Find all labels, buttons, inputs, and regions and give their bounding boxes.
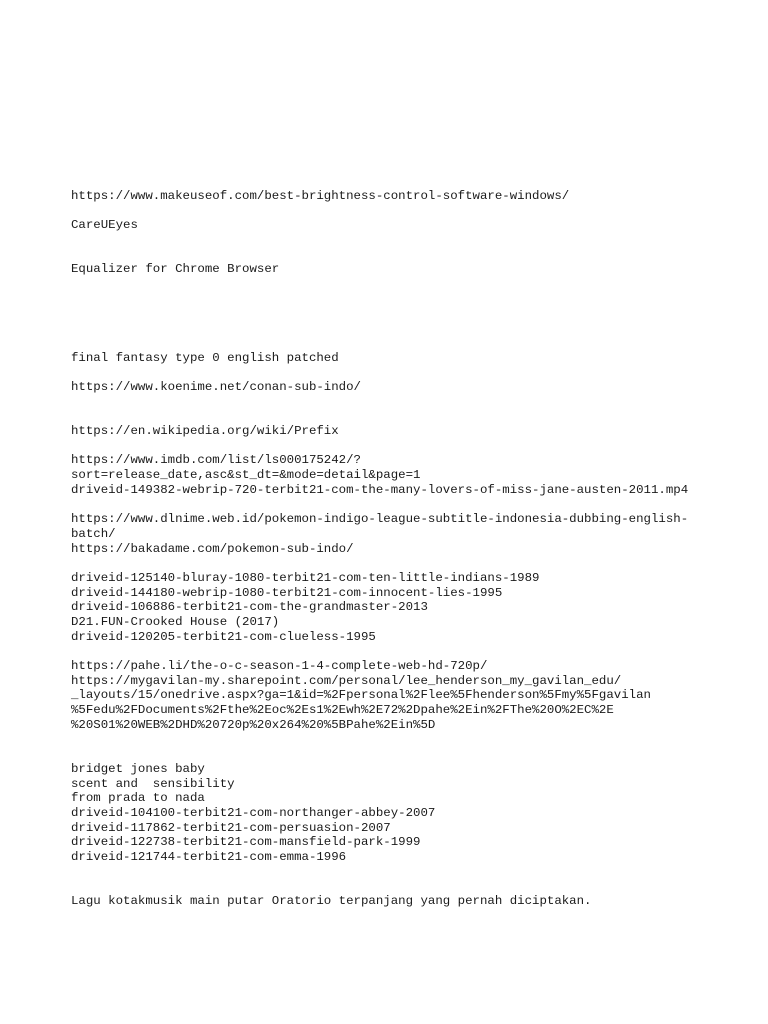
text-line: driveid-149382-webrip-720-terbit21-com-the-many-lovers-of-miss-jane-austen-2011.mp4 [71, 482, 689, 497]
text-line: https://www.koenime.net/conan-sub-indo/ [71, 379, 361, 394]
text-line: CareUEyes [71, 218, 138, 233]
text-line: driveid-144180-webrip-1080-terbit21-com-innocent-lies-1995 [71, 585, 503, 600]
text-line [71, 292, 751, 307]
text-line: D21.FUN-Crooked House (2017) [71, 614, 280, 629]
text-line: driveid-106886-terbit21-com-the-grandmaster-2013 [71, 600, 428, 615]
text-line [71, 644, 751, 659]
text-line: driveid-121744-terbit21-com-emma-1996 [71, 849, 347, 864]
text-line: batch/ [71, 526, 116, 541]
text-line [71, 732, 751, 747]
text-line [71, 321, 751, 336]
text-line: https://en.wikipedia.org/wiki/Prefix [71, 424, 339, 438]
text-line [71, 233, 751, 248]
text-line: driveid-122738-terbit21-com-mansfield-park-1999 [71, 835, 421, 850]
text-line [71, 879, 751, 894]
text-line: https://mygavilan-my.sharepoint.com/personal/lee_henderson_my_gavilan_edu/ [71, 673, 622, 688]
text-line: driveid-120205-terbit21-com-clueless-1995 [71, 629, 376, 644]
text-line: driveid-125140-bluray-1080-terbit21-com-ten-little-indians-1989 [71, 570, 540, 585]
text-line: Equalizer for Chrome Browser [71, 262, 280, 277]
text-line: https://bakadame.com/pokemon-sub-indo/ [71, 541, 354, 556]
text-line: https://www.dlnime.web.id/pokemon-indigo-league-subtitle-indonesia-dubbing-english- [71, 512, 689, 527]
text-line: driveid-104100-terbit21-com-northanger-abbey-2007 [71, 805, 436, 820]
text-line: from prada to nada [71, 791, 205, 806]
text-line: final fantasy type 0 english patched [71, 350, 339, 365]
text-line [71, 409, 751, 424]
text-line [71, 307, 751, 322]
text-line: _layouts/15/onedrive.aspx?ga=1&id=%2Fpersonal%2Flee%5Fhenderson%5Fmy%5Fgavilan [71, 688, 651, 703]
text-line [71, 365, 751, 380]
text-line [71, 395, 751, 410]
text-line: scent and sensibility [71, 776, 235, 791]
text-line: https://www.makeuseof.com/best-brightness-control-software-windows/ [71, 189, 570, 203]
document-text-body [71, 189, 751, 909]
text-line: bridget jones baby [71, 761, 205, 776]
text-line: sort=release_date,asc&st_dt=&mode=detail&page=1 [71, 468, 421, 483]
text-line [71, 248, 751, 263]
text-line: Lagu kotakmusik main putar Oratorio terpanjang yang pernah diciptakan. [71, 894, 592, 908]
text-line: https://www.imdb.com/list/ls000175242/? [71, 453, 361, 468]
text-line: https://pahe.li/the-o-c-season-1-4-complete-web-hd-720p/ [71, 659, 488, 673]
text-line [71, 439, 751, 454]
text-line: %20S01%20WEB%2DHD%20720p%20x264%20%5BPahe%2Ein%5D [71, 717, 436, 732]
text-line [71, 204, 751, 219]
text-line [71, 336, 751, 351]
text-line: driveid-117862-terbit21-com-persuasion-2007 [71, 820, 391, 835]
text-line [71, 277, 751, 292]
text-line [71, 556, 751, 571]
text-line [71, 747, 751, 762]
text-line [71, 865, 751, 880]
text-line [71, 497, 751, 512]
text-line: %5Fedu%2FDocuments%2Fthe%2Eoc%2Es1%2Ewh%2E72%2Dpahe%2Ein%2FThe%20O%2EC%2E [71, 703, 614, 718]
